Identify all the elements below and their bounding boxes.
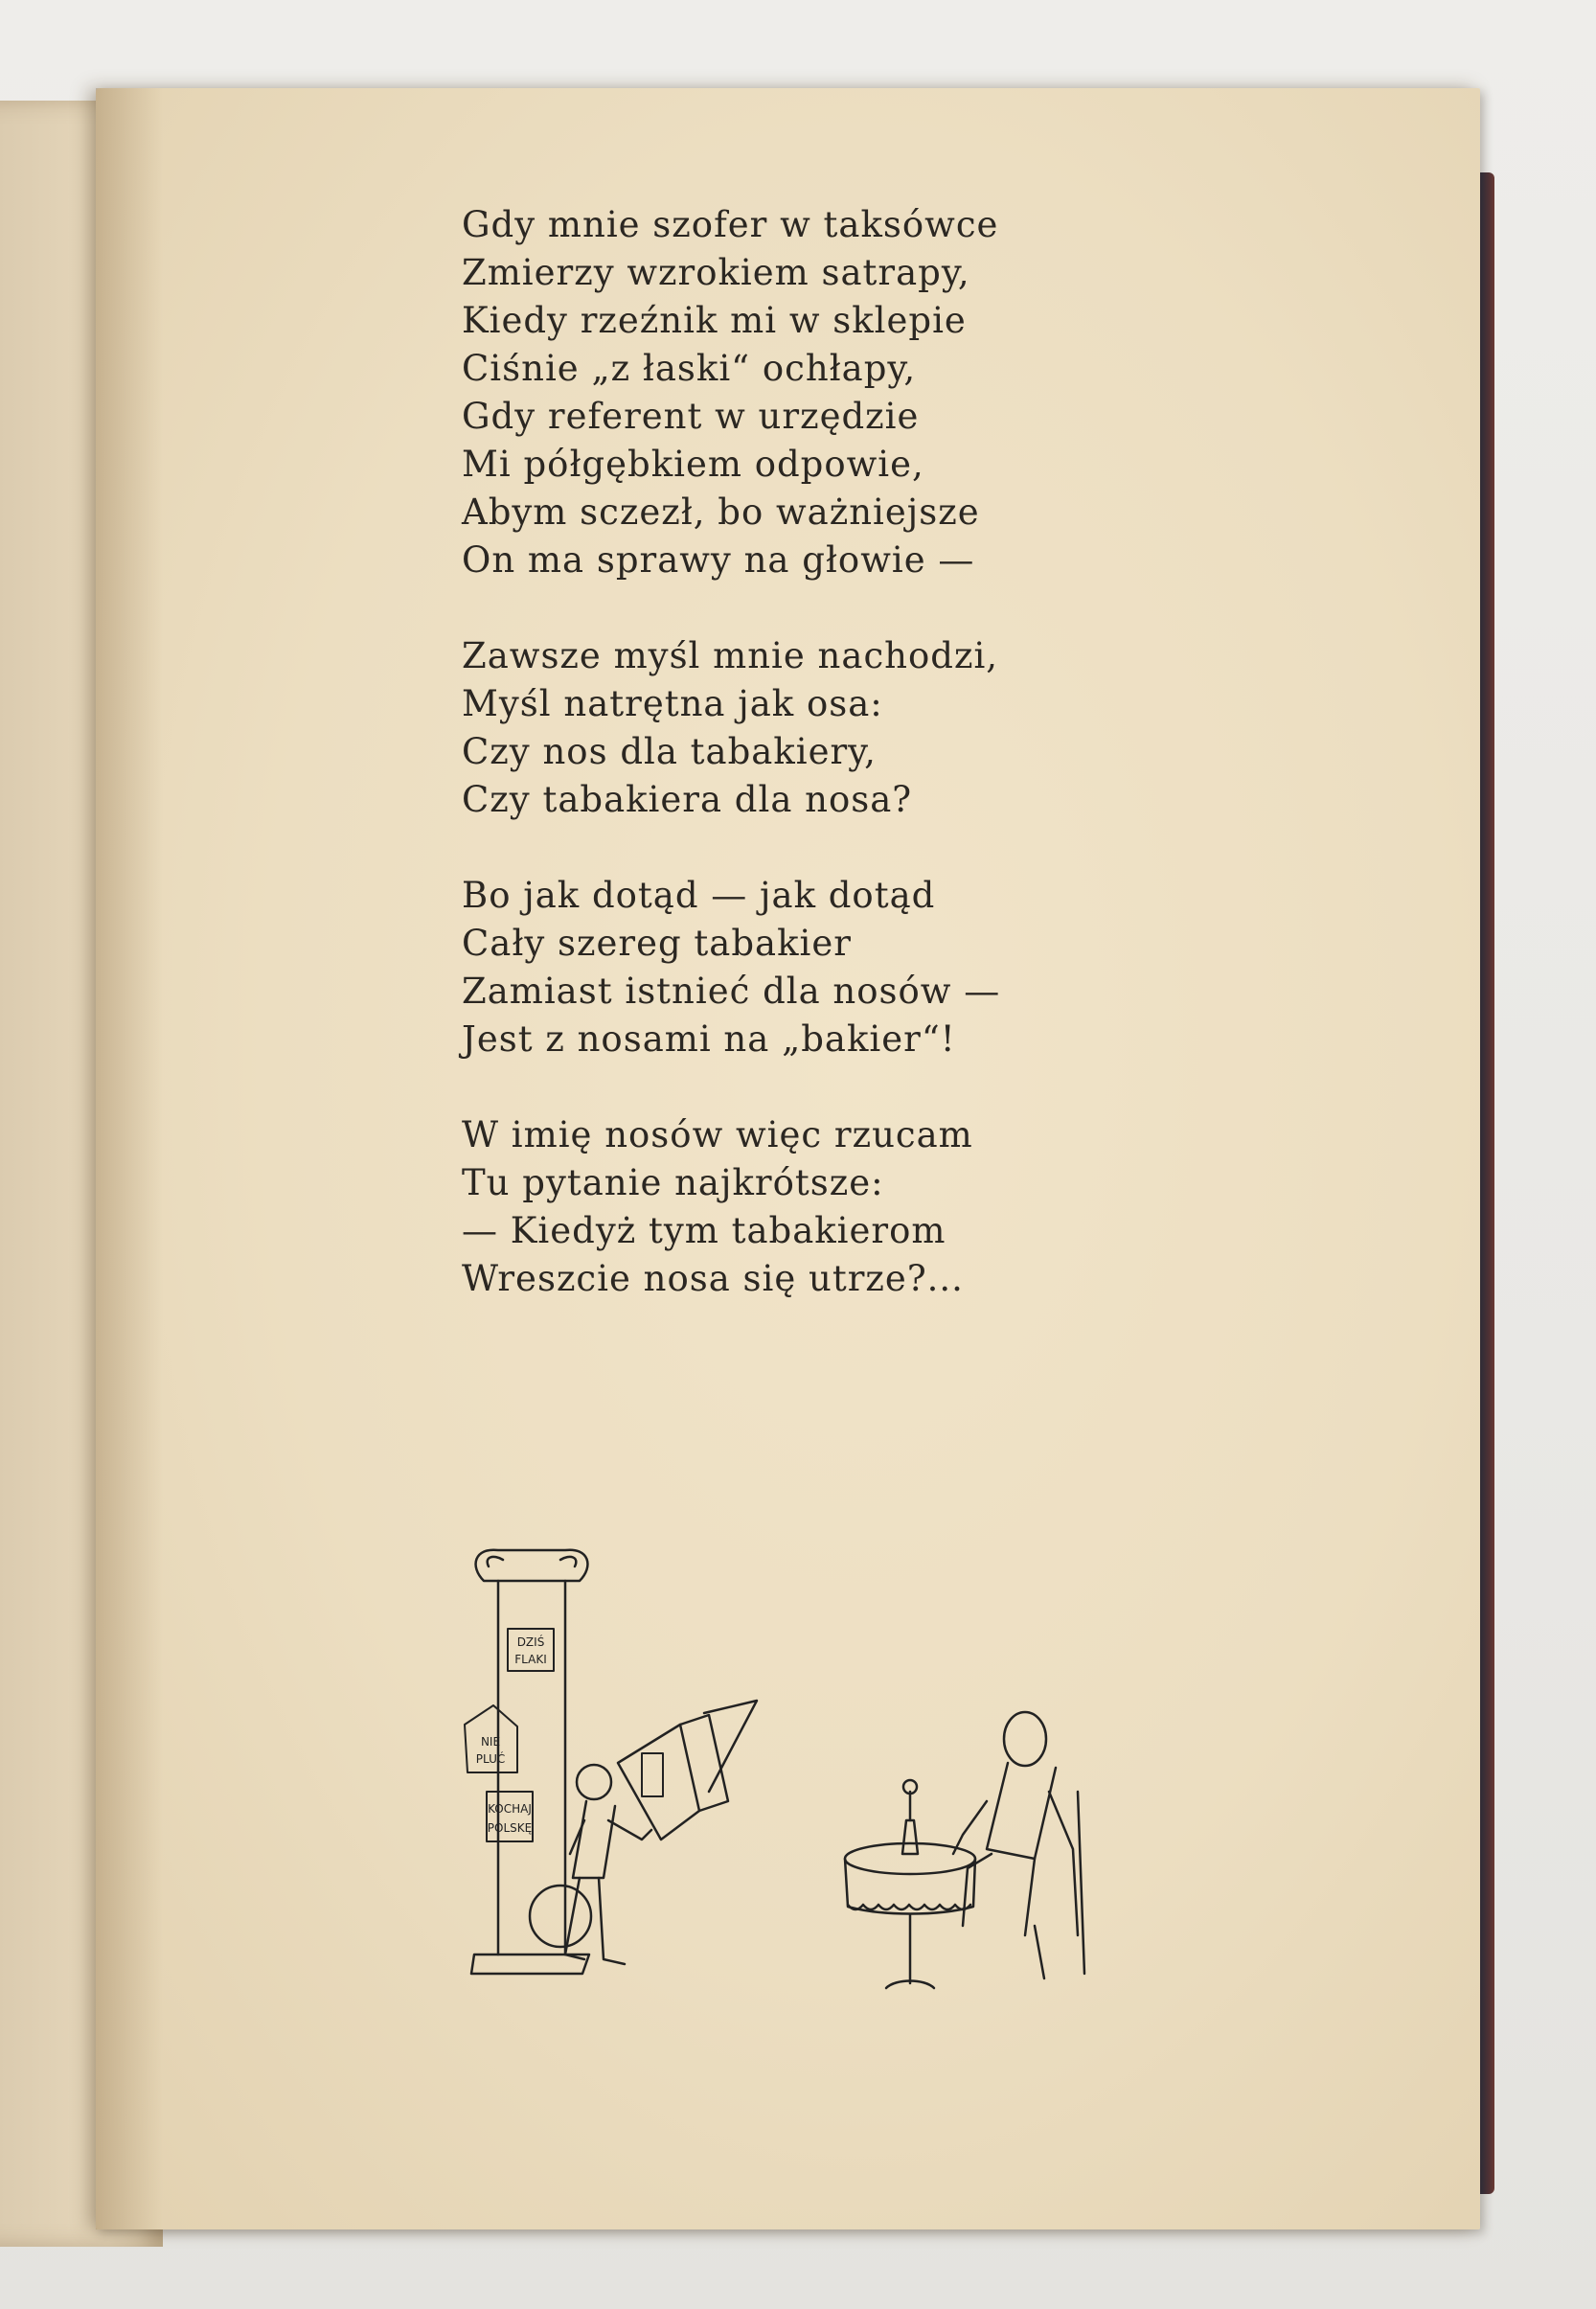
gutter-shadow (96, 88, 163, 2229)
verse-line: Czy tabakiera dla nosa? (462, 779, 913, 820)
verse-line: Cały szereg tabakier (462, 923, 852, 964)
sign-text: KOCHAJ (488, 1802, 532, 1816)
verse-line: Jest z nosami na „bakier“! (462, 1018, 956, 1060)
sign-nie-pluc (465, 1705, 517, 1772)
cafe-table-icon (845, 1843, 975, 1988)
sign-text: NIE (480, 1735, 501, 1749)
sign-text: PLUĆ (475, 1752, 506, 1766)
verse-line: Zawsze myśl mnie nachodzi, (462, 635, 999, 676)
verse-line: — Kiedyż tym tabakierom (462, 1210, 946, 1251)
sign-text: DZIŚ (516, 1635, 545, 1649)
stanza-2 (462, 632, 1247, 824)
stanza-4 (462, 1111, 1247, 1303)
sign-kochaj-polske (487, 1792, 533, 1841)
illustration (364, 1475, 1150, 2012)
illustration-drawing (364, 1475, 1150, 2012)
verse-line: Bo jak dotąd — jak dotąd (462, 875, 936, 916)
verse-line: Gdy referent w urzędzie (462, 396, 920, 437)
verse-line: Kiedy rzeźnik mi w sklepie (462, 300, 967, 341)
stanza-3 (462, 872, 1247, 1063)
verse-line: Tu pytanie najkrótsze: (462, 1162, 884, 1203)
verse-line: Zamiast istnieć dla nosów — (462, 971, 1001, 1012)
man-reading-newspaper-icon (530, 1701, 757, 1964)
verse-line: Zmierzy wzrokiem satrapy, (462, 252, 970, 293)
verse-line: On ma sprawy na głowie — (462, 539, 975, 581)
sign-text: FLAKI (514, 1653, 547, 1666)
verse-line: Wreszcie nosa się utrze?... (462, 1258, 964, 1299)
sign-dzis-flaki (508, 1629, 554, 1671)
verse-line: Mi półgębkiem odpowie, (462, 444, 924, 485)
verse-line: Abym sczezł, bo ważniejsze (462, 492, 980, 533)
stanza-1 (462, 201, 1247, 584)
verse-line: Czy nos dla tabakiery, (462, 731, 877, 772)
seated-man-icon (953, 1712, 1084, 1978)
poem (462, 201, 1247, 1351)
verse-line: W imię nosów więc rzucam (462, 1114, 973, 1155)
sign-text: POLSKĘ (487, 1821, 533, 1835)
verse-line: Ciśnie „z łaski“ ochłapy, (462, 348, 917, 389)
verse-line: Myśl natrętna jak osa: (462, 683, 883, 724)
verse-line: Gdy mnie szofer w taksówce (462, 204, 999, 245)
